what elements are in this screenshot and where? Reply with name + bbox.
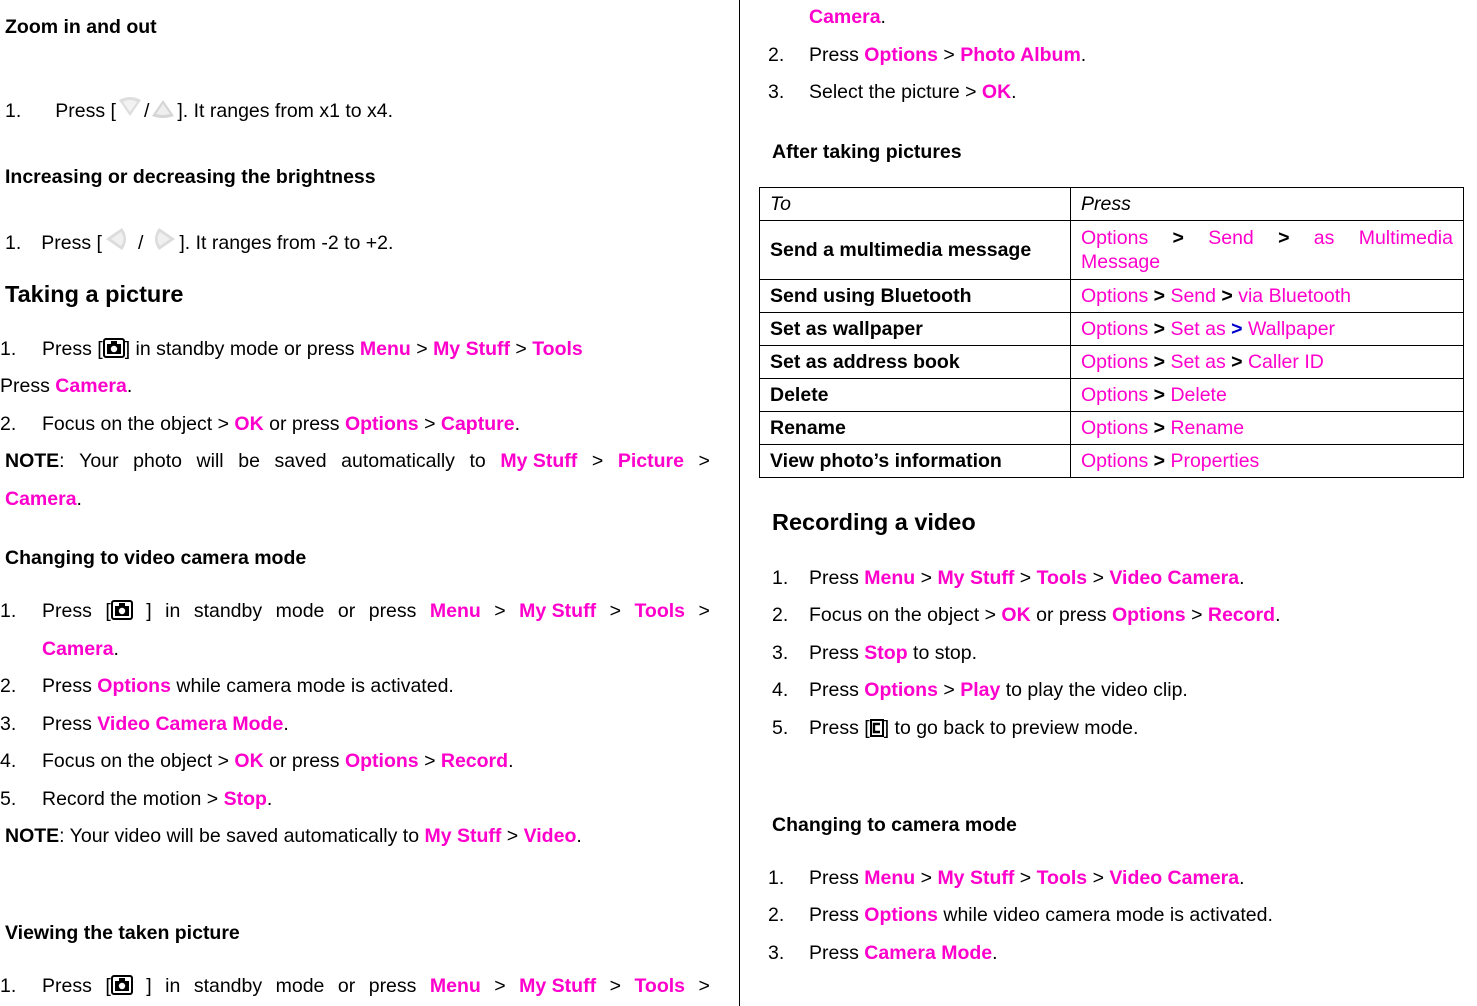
table-row: Send using Bluetooth Options > Send > via Bluetooth <box>760 280 1464 313</box>
table-row: Send a multimedia message Options > Send > as Multimedia Message <box>760 221 1464 280</box>
table-header-row <box>760 188 1464 221</box>
recording-heading: Recording a video <box>772 509 976 535</box>
after-pictures-table <box>759 187 1464 478</box>
zoom-in-icon <box>116 96 144 126</box>
camera-key-icon <box>111 600 133 626</box>
zoom-step: 1. Press [ / ]. It ranges from x1 to x4. <box>5 96 393 126</box>
note-photo-saved: NOTE: Your photo will be saved automatically to My Stuff > Picture > <box>5 450 710 472</box>
table-row: Set as address book Options > Set as > Caller ID <box>760 346 1464 379</box>
after-pictures-heading: After taking pictures <box>772 141 962 163</box>
camera-key-icon <box>103 338 125 364</box>
brightness-down-icon <box>102 226 138 258</box>
brightness-heading: Increasing or decreasing the brightness <box>5 166 376 188</box>
zoom-heading: Zoom in and out <box>5 16 157 38</box>
brightness-step: 1. Press [ / ]. It ranges from -2 to +2. <box>5 226 393 258</box>
taking-picture-heading: Taking a picture <box>5 281 184 307</box>
table-row: Rename Options > Rename <box>760 412 1464 445</box>
view-step-1-cont: Camera. <box>809 6 886 28</box>
take-step-1-cont: Press Camera. <box>0 375 133 397</box>
note-video-saved: NOTE: Your video will be saved automatically to My Stuff > Video. <box>5 825 582 847</box>
table-header-to: To <box>760 188 1071 221</box>
table-row: View photo’s information Options > Properties <box>760 445 1464 478</box>
brightness-up-icon <box>143 226 179 258</box>
table-header-press: Press <box>1071 188 1464 221</box>
table-row: Set as wallpaper Options > Set as > Wallpaper <box>760 313 1464 346</box>
camera-mode-heading: Changing to camera mode <box>772 814 1017 836</box>
note-photo-saved-cont: Camera. <box>5 488 82 510</box>
clear-key-icon <box>870 719 884 743</box>
viewing-heading: Viewing the taken picture <box>5 922 240 944</box>
video-mode-heading: Changing to video camera mode <box>5 547 307 569</box>
camera-key-icon <box>111 975 133 1001</box>
zoom-out-icon <box>149 96 177 126</box>
table-row: Delete Options > Delete <box>760 379 1464 412</box>
column-divider <box>739 0 740 1006</box>
video-step-1-cont: Camera. <box>42 638 119 660</box>
